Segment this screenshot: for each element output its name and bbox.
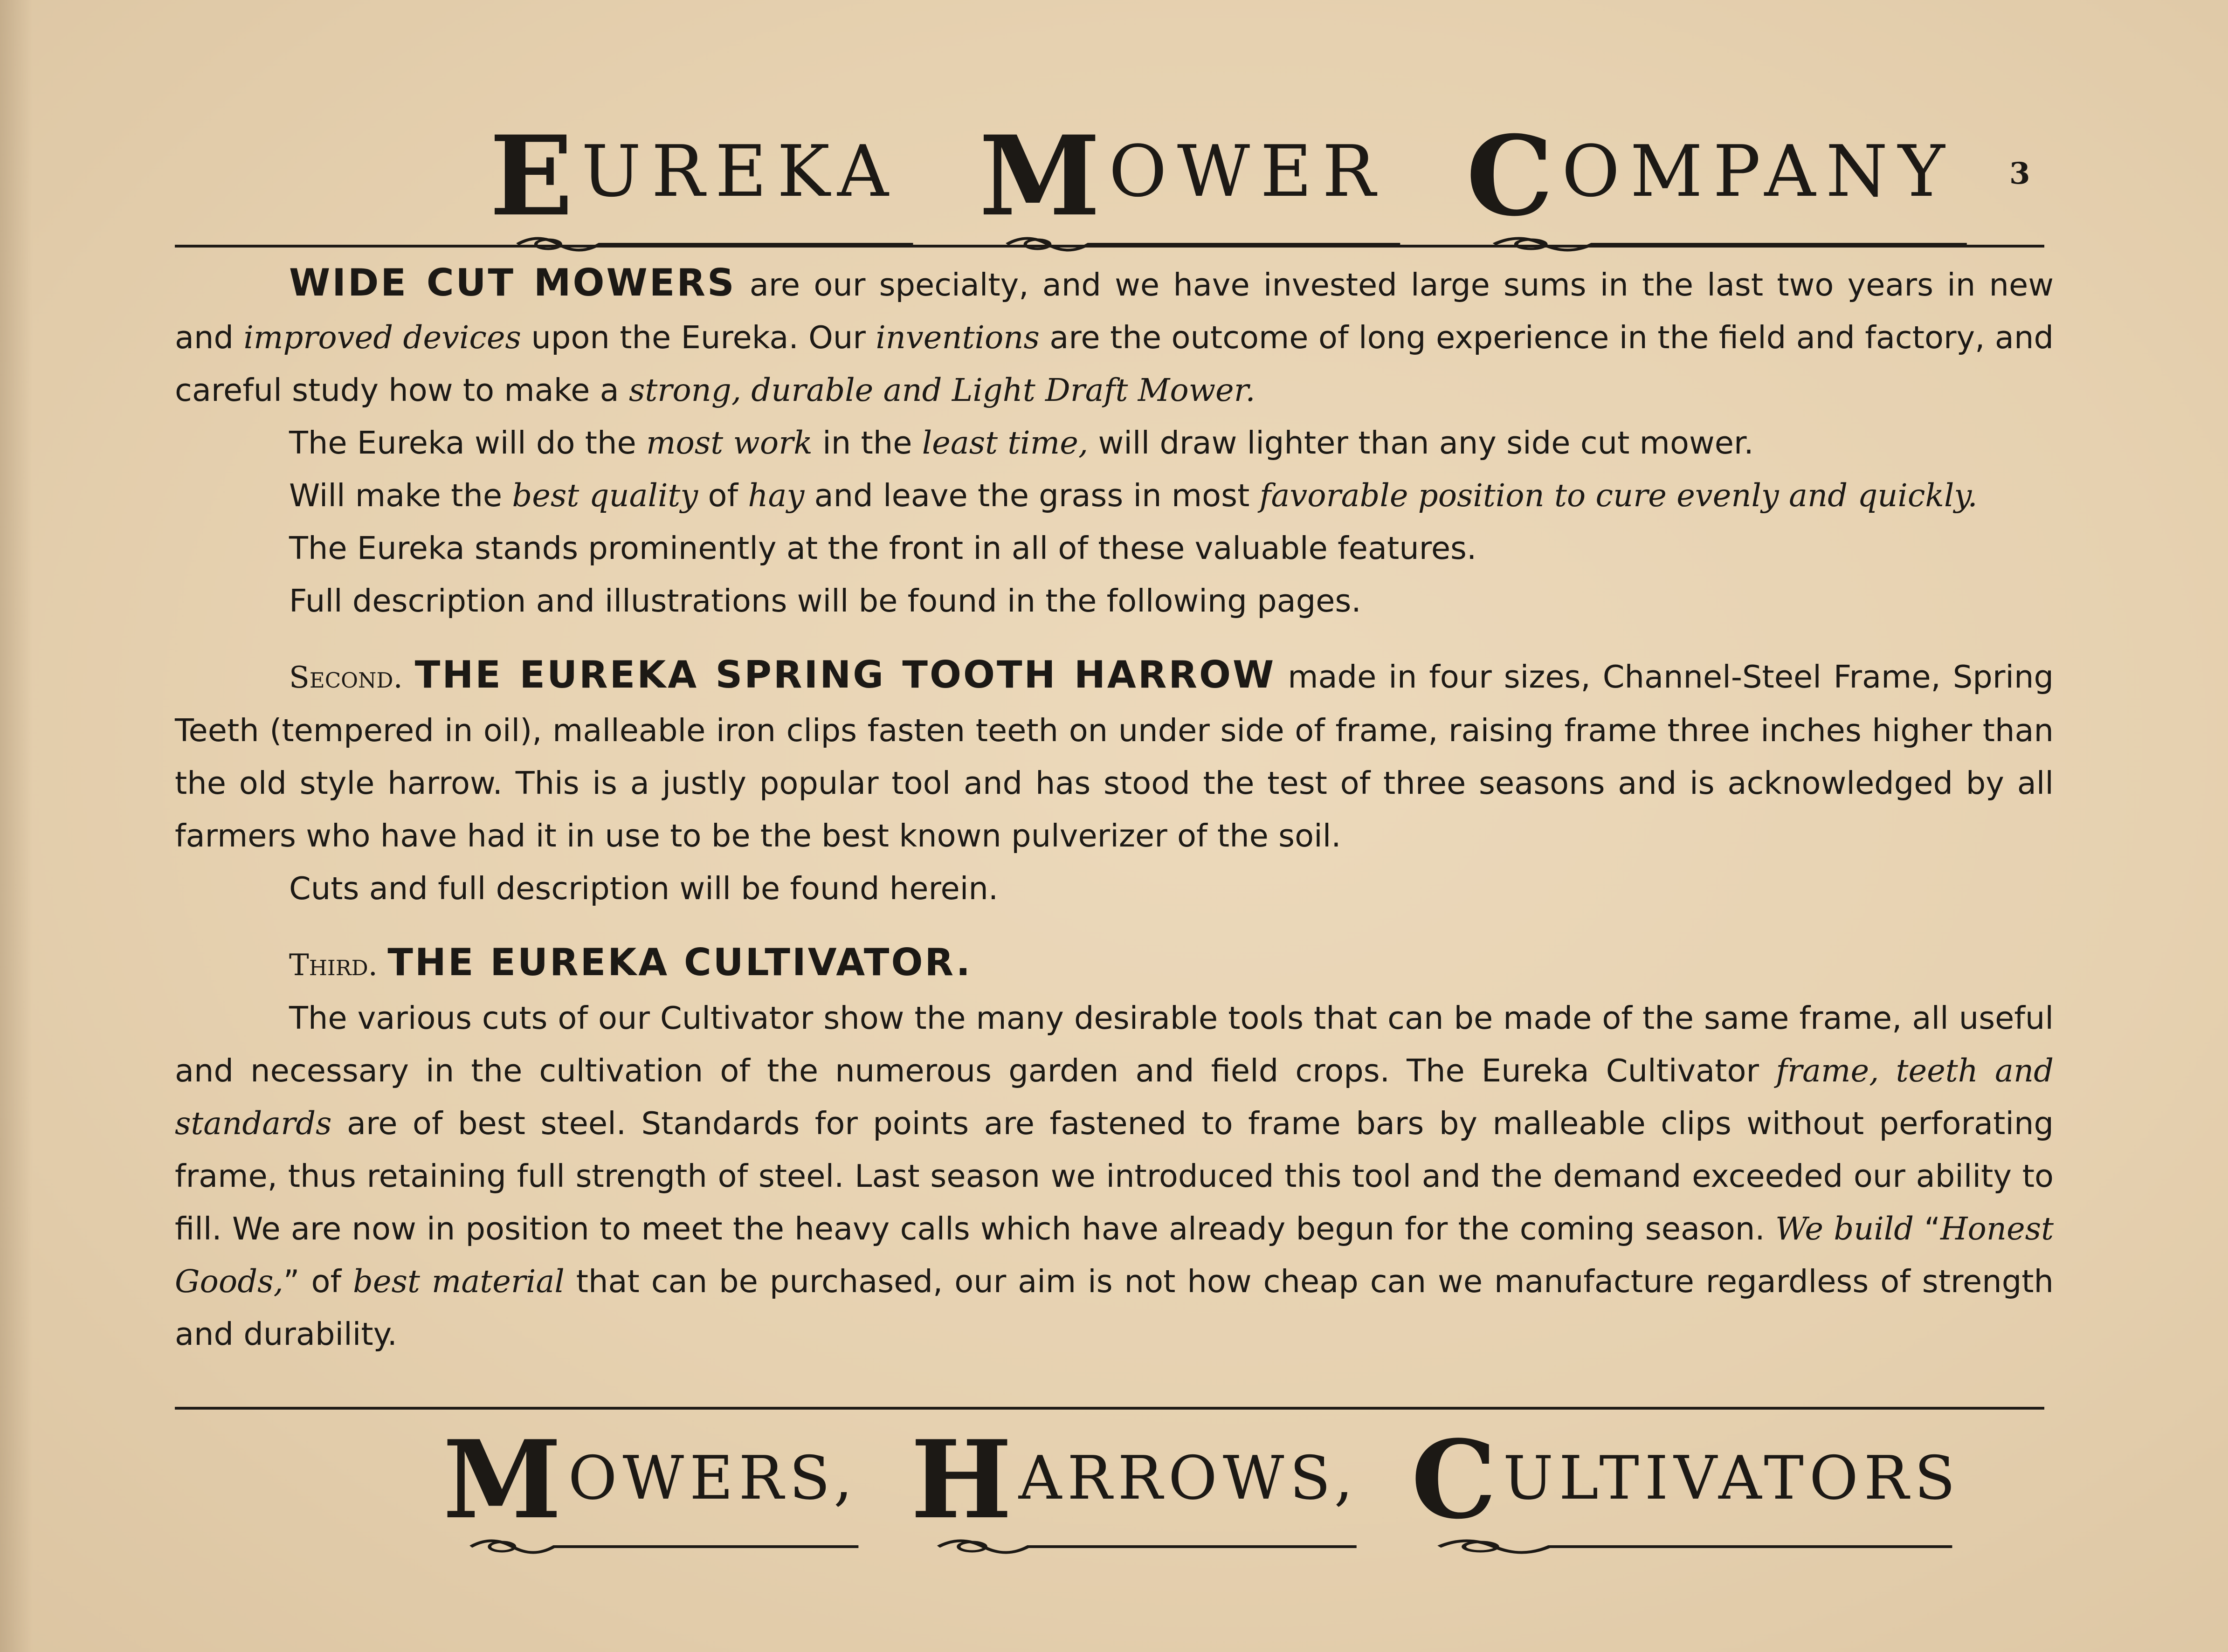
italic-run: best quality <box>512 477 698 514</box>
text-run: are our specialty, and we have invested large sums in the last two years in new and <box>175 267 2054 356</box>
italic-run: frame, teeth and standards <box>175 1053 2054 1142</box>
header-word-rest: OMPANY <box>1561 130 1955 213</box>
paragraph-full-description: Full description and illustrations will be found in the following pages. <box>289 583 1361 619</box>
italic-run: inventions <box>876 319 1040 356</box>
italic-run: most work <box>646 425 813 461</box>
header-word-mower <box>979 112 1386 241</box>
header-word-rest: OWER <box>1109 130 1386 213</box>
text-run: The Eureka will do the <box>289 425 646 461</box>
text-run: in the <box>812 425 922 461</box>
swash-ornament-icon <box>1494 230 1983 258</box>
paragraph-cultivator-heading <box>175 936 2054 992</box>
footer-word-rest: ULTIVATORS <box>1503 1444 1961 1513</box>
footer-word-rest: OWERS, <box>568 1444 858 1513</box>
page-edge-shadow <box>0 0 33 1652</box>
footer-word-harrows <box>911 1417 1359 1543</box>
footer-word-mowers <box>443 1417 858 1543</box>
italic-run: improved devices <box>243 319 521 356</box>
text-run: The various cuts of our Cultivator show the many desirable tools that can be made of the same frame, all useful and necessary in the cultivation of the numerous garden and field crops. The Eureka Cultivator <box>175 1000 2054 1089</box>
section-label-second: Second. <box>289 661 403 695</box>
header-rule <box>175 245 2044 248</box>
italic-run: hay <box>748 477 805 514</box>
italic-run: best material <box>353 1263 565 1300</box>
swash-ornament-icon <box>471 1533 886 1561</box>
italic-run: favorable position to cure evenly and quickly. <box>1259 477 1978 514</box>
text-run: Will make the <box>289 477 512 514</box>
footer-rule <box>175 1407 2044 1410</box>
header-word-company <box>1466 112 1955 241</box>
text-run: ” of <box>283 1263 353 1300</box>
footer-initial-c: C <box>1411 1417 1502 1543</box>
paragraph-cuts-herein: Cuts and full description will be found herein. <box>289 870 999 907</box>
paragraph-best-quality <box>175 469 2054 522</box>
body-text <box>175 256 2054 1361</box>
italic-run: least time, <box>922 425 1089 461</box>
footer-word-rest: ARROWS, <box>1018 1444 1359 1513</box>
paragraph-prominently: The Eureka stands prominently at the front in all of these valuable features. <box>289 530 1477 566</box>
text-run: and leave the grass in most <box>804 477 1260 514</box>
lead-heading: WIDE CUT MOWERS <box>289 261 736 304</box>
page-number: 3 <box>2009 156 2030 191</box>
italic-run: strong, durable and Light Draft Mower. <box>629 372 1255 408</box>
footer-word-cultivators <box>1411 1417 1961 1543</box>
header-word-eureka <box>490 112 899 241</box>
text-run: “ <box>1914 1211 1941 1247</box>
header-initial-m: M <box>979 112 1107 241</box>
text-run: are the outcome of long experience in the field and factory, and careful study how to make a <box>175 319 2054 408</box>
italic-run: Honest Goods, <box>175 1211 2054 1300</box>
lead-heading: THE EUREKA CULTIVATOR. <box>387 941 972 984</box>
paragraph-cultivator <box>175 992 2054 1361</box>
paragraph-most-work <box>175 417 2054 469</box>
swash-ornament-icon <box>1439 1533 1989 1561</box>
swash-ornament-icon <box>1007 230 1414 258</box>
swash-ornament-icon <box>938 1533 1386 1561</box>
footer-initial-m: M <box>443 1417 567 1543</box>
footer-initial-h: H <box>911 1417 1018 1543</box>
text-run: made in four sizes, Channel-Steel Frame, Spring Teeth (tempered in oil), malleable iron clips fasten teeth on under side of frame, raising frame three inches higher than the old style harrow. This is a justly popular tool and has stood the test of three seasons and is acknowledged by all farmers who have had it in use to be the best known pulverizer of the soil. <box>175 659 2054 854</box>
text-run: that can be purchased, our aim is not how cheap can we manufacture regardless of strength and durability. <box>175 1263 2054 1352</box>
text-run: will draw lighter than any side cut mower. <box>1088 425 1754 461</box>
header-initial-e: E <box>490 112 580 241</box>
paragraph-wide-cut-mowers <box>175 256 2054 417</box>
page-header-title <box>490 112 1955 241</box>
text-run: upon the Eureka. Our <box>521 319 876 356</box>
italic-run: We build <box>1775 1211 1914 1247</box>
text-run: are of best steel. Standards for points are fastened to frame bars by malleable clips without perforating frame, thus retaining full strength of steel. Last season we introduced this tool and the demand exceeded our ability to fill. We are now in position to meet the heavy calls which have already begun for the coming season. <box>175 1105 2054 1247</box>
lead-heading: THE EUREKA SPRING TOOTH HARROW <box>414 653 1276 696</box>
swash-ornament-icon <box>517 230 927 258</box>
text-run: of <box>698 477 748 514</box>
paragraph-spring-tooth-harrow <box>175 648 2054 862</box>
header-word-rest: UREKA <box>581 130 899 213</box>
section-label-third: Third. <box>289 948 378 983</box>
page-footer-title <box>443 1417 1961 1543</box>
header-initial-c: C <box>1466 112 1560 241</box>
